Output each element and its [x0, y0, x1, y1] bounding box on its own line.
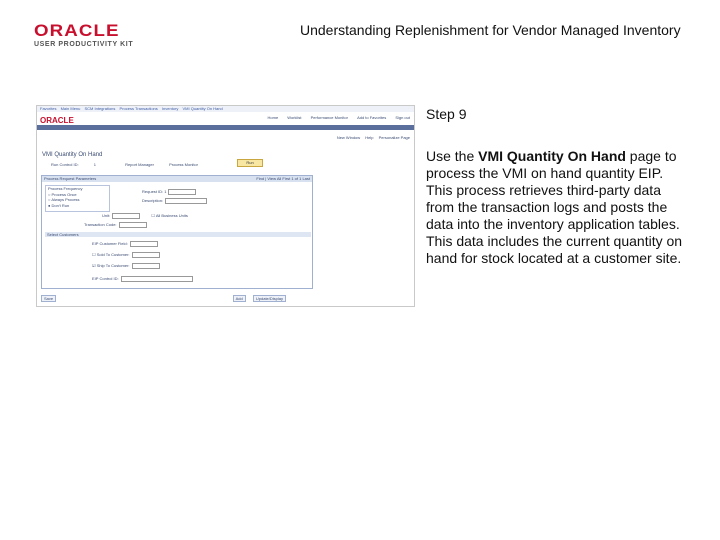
- step-label: Step 9: [426, 106, 467, 122]
- ship-to-field: ☑ Ship To Customer:: [92, 263, 160, 269]
- run-control-value: 1: [93, 162, 96, 167]
- customer-field: [92, 241, 158, 247]
- nav-home[interactable]: Home: [267, 115, 279, 120]
- description-label: Description:: [142, 198, 164, 204]
- add-button[interactable]: Add: [233, 295, 246, 302]
- run-control-label: [51, 162, 110, 167]
- group-title: Process Frequency: [48, 186, 83, 191]
- breadcrumb-item[interactable]: SCM Integrations: [84, 106, 116, 111]
- nav-add-favorites[interactable]: Add to Favorites: [357, 115, 387, 120]
- freq-option-once[interactable]: ○ Process Once: [48, 191, 77, 197]
- request-id-label: Request ID:: [142, 189, 164, 195]
- breadcrumb-item[interactable]: VMI Quantity On Hand: [182, 106, 223, 111]
- customer-input[interactable]: [130, 241, 158, 247]
- page-links: [333, 135, 410, 140]
- description-input[interactable]: [165, 198, 207, 204]
- oracle-logo: [34, 22, 133, 48]
- breadcrumb-item[interactable]: Favorites: [40, 106, 57, 111]
- step-text-prefix: Use the: [426, 148, 479, 164]
- process-frequency-group: [45, 185, 110, 212]
- step-text-bold: VMI Quantity On Hand: [478, 148, 626, 164]
- eip-control-field: [92, 276, 193, 282]
- breadcrumb: [37, 106, 414, 112]
- request-id-field: [142, 189, 196, 195]
- customer-label: EIP Customer Field:: [92, 241, 128, 247]
- save-button[interactable]: Save: [41, 295, 56, 302]
- step-description: [426, 148, 684, 267]
- breadcrumb-item[interactable]: Process Transactions: [119, 106, 158, 111]
- panel-nav[interactable]: Find | View All First 1 of 1 Last: [256, 176, 310, 181]
- help-link[interactable]: Help: [365, 135, 374, 140]
- breadcrumb-item[interactable]: Main Menu: [60, 106, 81, 111]
- panel-title: Process Request Parameters: [44, 176, 97, 181]
- select-customers-section: Select Customers: [45, 232, 311, 237]
- report-manager-link[interactable]: Report Manager: [125, 162, 154, 167]
- all-units-checkbox[interactable]: ☐ All Business Units: [151, 213, 188, 219]
- logo-subtitle: USER PRODUCTIVITY KIT: [34, 41, 134, 48]
- freq-option-label: Process Once: [51, 191, 77, 197]
- document-title: Understanding Replenishment for Vendor Managed Inventory: [300, 22, 681, 38]
- app-brand: ORACLE: [40, 116, 74, 125]
- process-request-panel: [41, 175, 313, 289]
- request-id-input[interactable]: [168, 189, 196, 195]
- run-control-row: [51, 162, 212, 167]
- breadcrumb-item[interactable]: Inventory: [161, 106, 179, 111]
- sold-to-field: ☐ Sold To Customer:: [92, 252, 160, 258]
- unit-input[interactable]: [112, 213, 140, 219]
- freq-option-label: Always Process: [51, 197, 80, 202]
- ship-to-label: Ship To Customer:: [96, 263, 130, 269]
- transaction-code-label: Transaction Code:: [84, 222, 117, 228]
- unit-field: [102, 213, 188, 219]
- transaction-code-input[interactable]: [119, 222, 147, 228]
- screenshot-thumbnail: [36, 105, 415, 307]
- step-text-suffix: page to process the VMI on hand quantity EIP. This process retrieves third-party data from the transaction logs and posts the data into the inventory application tables. This data includes the current quantity on hand for stock located at a customer site.: [426, 148, 683, 266]
- nav-worklist[interactable]: Worklist: [287, 115, 302, 120]
- panel-header: [42, 176, 312, 182]
- page-title: VMI Quantity On Hand: [42, 152, 103, 158]
- transaction-code-field: [84, 222, 147, 228]
- eip-control-label: EIP Control ID:: [92, 276, 119, 282]
- all-units-label: All Business Units: [155, 213, 188, 219]
- freq-option-label: Don't Run: [51, 202, 70, 208]
- new-window-link[interactable]: New Window: [336, 135, 361, 140]
- sold-to-input[interactable]: [132, 252, 160, 258]
- run-button[interactable]: Run: [237, 159, 263, 167]
- footer-actions: [227, 295, 286, 302]
- process-monitor-link[interactable]: Process Monitor: [169, 162, 198, 167]
- freq-option-dont-run[interactable]: ● Don't Run: [48, 202, 70, 208]
- eip-control-input[interactable]: [121, 276, 193, 282]
- header-band: [37, 125, 414, 130]
- nav-sign-out[interactable]: Sign out: [395, 115, 410, 120]
- sold-to-label: Sold To Customer:: [96, 252, 130, 258]
- personalize-link[interactable]: Personalize Page: [378, 135, 410, 140]
- description-field: [142, 198, 207, 204]
- unit-label: Unit:: [102, 213, 111, 219]
- request-id-value: 1: [164, 189, 167, 195]
- top-nav: [260, 115, 411, 120]
- run-control-label-text: Run Control ID:: [51, 162, 79, 167]
- logo-wordmark: ORACLE: [34, 21, 120, 40]
- freq-option-always[interactable]: ○ Always Process: [48, 197, 80, 202]
- nav-performance-monitor[interactable]: Performance Monitor: [310, 115, 348, 120]
- ship-to-input[interactable]: [132, 263, 160, 269]
- update-display-button[interactable]: Update/Display: [253, 295, 286, 302]
